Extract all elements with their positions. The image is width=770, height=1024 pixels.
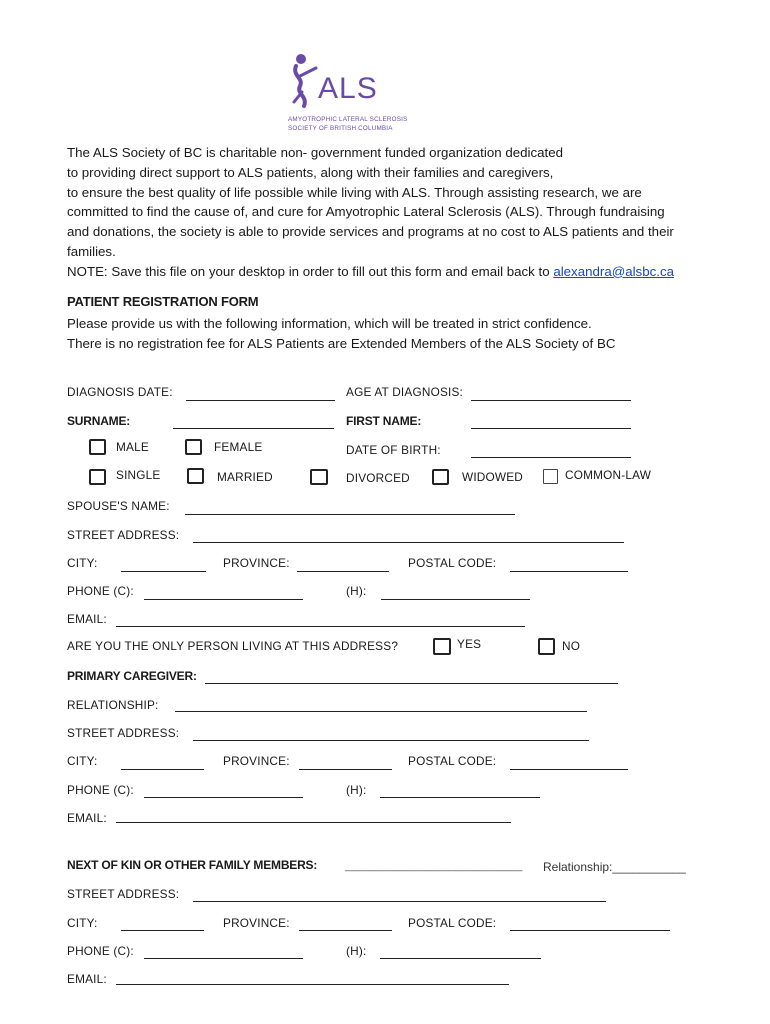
province-field[interactable]: [297, 571, 389, 572]
diagnosis-date-label: DIAGNOSIS DATE:: [67, 385, 173, 399]
first-name-field[interactable]: [471, 428, 631, 429]
single-label: SINGLE: [116, 468, 161, 482]
caregiver-postal-field[interactable]: [510, 769, 628, 770]
caregiver-relationship-label: RELATIONSHIP:: [67, 698, 159, 712]
kin-phone-home-field[interactable]: [380, 958, 541, 959]
divorced-label: DIVORCED: [346, 471, 410, 485]
als-logo: [288, 50, 418, 136]
phone-cell-field[interactable]: [144, 599, 303, 600]
kin-province-field[interactable]: [299, 930, 392, 931]
postal-code-label: POSTAL CODE:: [408, 556, 497, 570]
kin-postal-label: POSTAL CODE:: [408, 916, 497, 930]
no-checkbox[interactable]: [538, 638, 555, 655]
caregiver-name-field[interactable]: [205, 683, 618, 684]
surname-field[interactable]: [173, 428, 334, 429]
age-at-diagnosis-label: AGE AT DIAGNOSIS:: [346, 385, 464, 399]
surname-label: SURNAME:: [67, 414, 131, 428]
kin-province-label: PROVINCE:: [223, 916, 290, 930]
kin-street-field[interactable]: [193, 901, 606, 902]
caregiver-postal-label: POSTAL CODE:: [408, 754, 497, 768]
female-checkbox[interactable]: [185, 439, 202, 455]
intro-paragraph: [67, 143, 717, 282]
kin-email-field[interactable]: [116, 984, 509, 985]
widowed-checkbox[interactable]: [432, 469, 449, 485]
phone-home-label: (H):: [346, 584, 367, 598]
email-link[interactable]: alexandra@alsbc.ca: [553, 263, 674, 279]
postal-code-field[interactable]: [510, 571, 628, 572]
male-label: MALE: [116, 440, 149, 454]
kin-email-label: EMAIL:: [67, 972, 107, 986]
single-checkbox[interactable]: [89, 469, 106, 485]
caregiver-phone-cell-field[interactable]: [144, 797, 303, 798]
logo-subtitle-2: SOCIETY OF BRITISH COLUMBIA: [288, 125, 393, 132]
note-line: [67, 262, 717, 282]
kin-phone-cell-field[interactable]: [144, 958, 303, 959]
street-address-field[interactable]: [193, 542, 624, 543]
street-address-label: STREET ADDRESS:: [67, 528, 180, 542]
yes-label: YES: [457, 637, 482, 651]
widowed-label: WIDOWED: [462, 470, 524, 484]
province-label: PROVINCE:: [223, 556, 290, 570]
intro-line: to ensure the best quality of life possible while living with ALS. Through assisting research, we are: [67, 184, 642, 200]
intro-line: committed to find the cause of, and cure for Amyotrophic Lateral Sclerosis (ALS). Through fundraising: [67, 204, 665, 220]
kin-phone-cell-label: PHONE (C):: [67, 944, 134, 958]
dob-field[interactable]: [471, 457, 631, 458]
phone-home-field[interactable]: [381, 599, 530, 600]
caregiver-phone-cell-label: PHONE (C):: [67, 783, 134, 797]
caregiver-province-field[interactable]: [299, 769, 392, 770]
only-person-question: ARE YOU THE ONLY PERSON LIVING AT THIS ADDRESS?: [67, 639, 399, 653]
logo-wordmark: ALS: [318, 72, 378, 105]
spouse-name-label: SPOUSE'S NAME:: [67, 499, 170, 513]
caregiver-street-field[interactable]: [193, 740, 589, 741]
female-label: FEMALE: [214, 440, 263, 454]
kin-name-blank[interactable]: _____________________________: [345, 860, 523, 872]
divorced-checkbox[interactable]: [310, 469, 328, 485]
caregiver-city-field[interactable]: [121, 769, 204, 770]
phone-cell-label: PHONE (C):: [67, 584, 134, 598]
email-label: EMAIL:: [67, 612, 107, 626]
married-checkbox[interactable]: [187, 468, 204, 484]
kin-city-label: CITY:: [67, 916, 98, 930]
caregiver-city-label: CITY:: [67, 754, 98, 768]
city-field[interactable]: [121, 571, 206, 572]
kin-phone-home-label: (H):: [346, 944, 367, 958]
form-title: PATIENT REGISTRATION FORM: [67, 294, 259, 309]
caregiver-phone-home-label: (H):: [346, 783, 367, 797]
intro-line: and donations, the society is able to provide services and programs at no cost to ALS patients and their: [67, 224, 674, 240]
intro-line: to providing direct support to ALS patients, along with their families and caregivers,: [67, 164, 554, 180]
first-name-label: FIRST NAME:: [346, 414, 422, 428]
caregiver-street-label: STREET ADDRESS:: [67, 726, 180, 740]
married-label: MARRIED: [217, 470, 273, 484]
age-at-diagnosis-field[interactable]: [471, 400, 631, 401]
dob-label: DATE OF BIRTH:: [346, 443, 441, 457]
intro-line: families.: [67, 243, 116, 259]
city-label: CITY:: [67, 556, 98, 570]
common-law-label: COMMON-LAW: [565, 468, 652, 482]
form-subtitle-2: There is no registration fee for ALS Patients are Extended Members of the ALS Society of BC: [67, 336, 616, 351]
logo-subtitle-1: AMYOTROPHIC LATERAL SCLEROSIS: [288, 116, 408, 123]
caregiver-relationship-field[interactable]: [175, 711, 587, 712]
form-subtitle-1: Please provide us with the following information, which will be treated in strict confidence.: [67, 316, 592, 331]
spouse-name-field[interactable]: [185, 514, 515, 515]
caregiver-phone-home-field[interactable]: [380, 797, 540, 798]
caregiver-email-label: EMAIL:: [67, 811, 107, 825]
intro-line: The ALS Society of BC is charitable non- government funded organization dedicated: [67, 145, 563, 160]
common-law-checkbox[interactable]: [543, 469, 558, 484]
caregiver-province-label: PROVINCE:: [223, 754, 290, 768]
diagnosis-date-field[interactable]: [186, 400, 335, 401]
no-label: NO: [562, 639, 581, 653]
kin-section-title: NEXT OF KIN OR OTHER FAMILY MEMBERS:: [67, 858, 318, 872]
kin-relationship-label[interactable]: Relationship:___________: [543, 860, 686, 874]
caregiver-email-field[interactable]: [116, 822, 511, 823]
kin-street-label: STREET ADDRESS:: [67, 887, 180, 901]
email-field[interactable]: [116, 626, 525, 627]
kin-city-field[interactable]: [121, 930, 204, 931]
kin-postal-field[interactable]: [510, 930, 670, 931]
caregiver-section-title: PRIMARY CAREGIVER:: [67, 669, 197, 683]
note-text: NOTE: Save this file on your desktop in order to fill out this form and email back to: [67, 263, 554, 279]
yes-checkbox[interactable]: [433, 638, 451, 655]
male-checkbox[interactable]: [89, 439, 106, 455]
